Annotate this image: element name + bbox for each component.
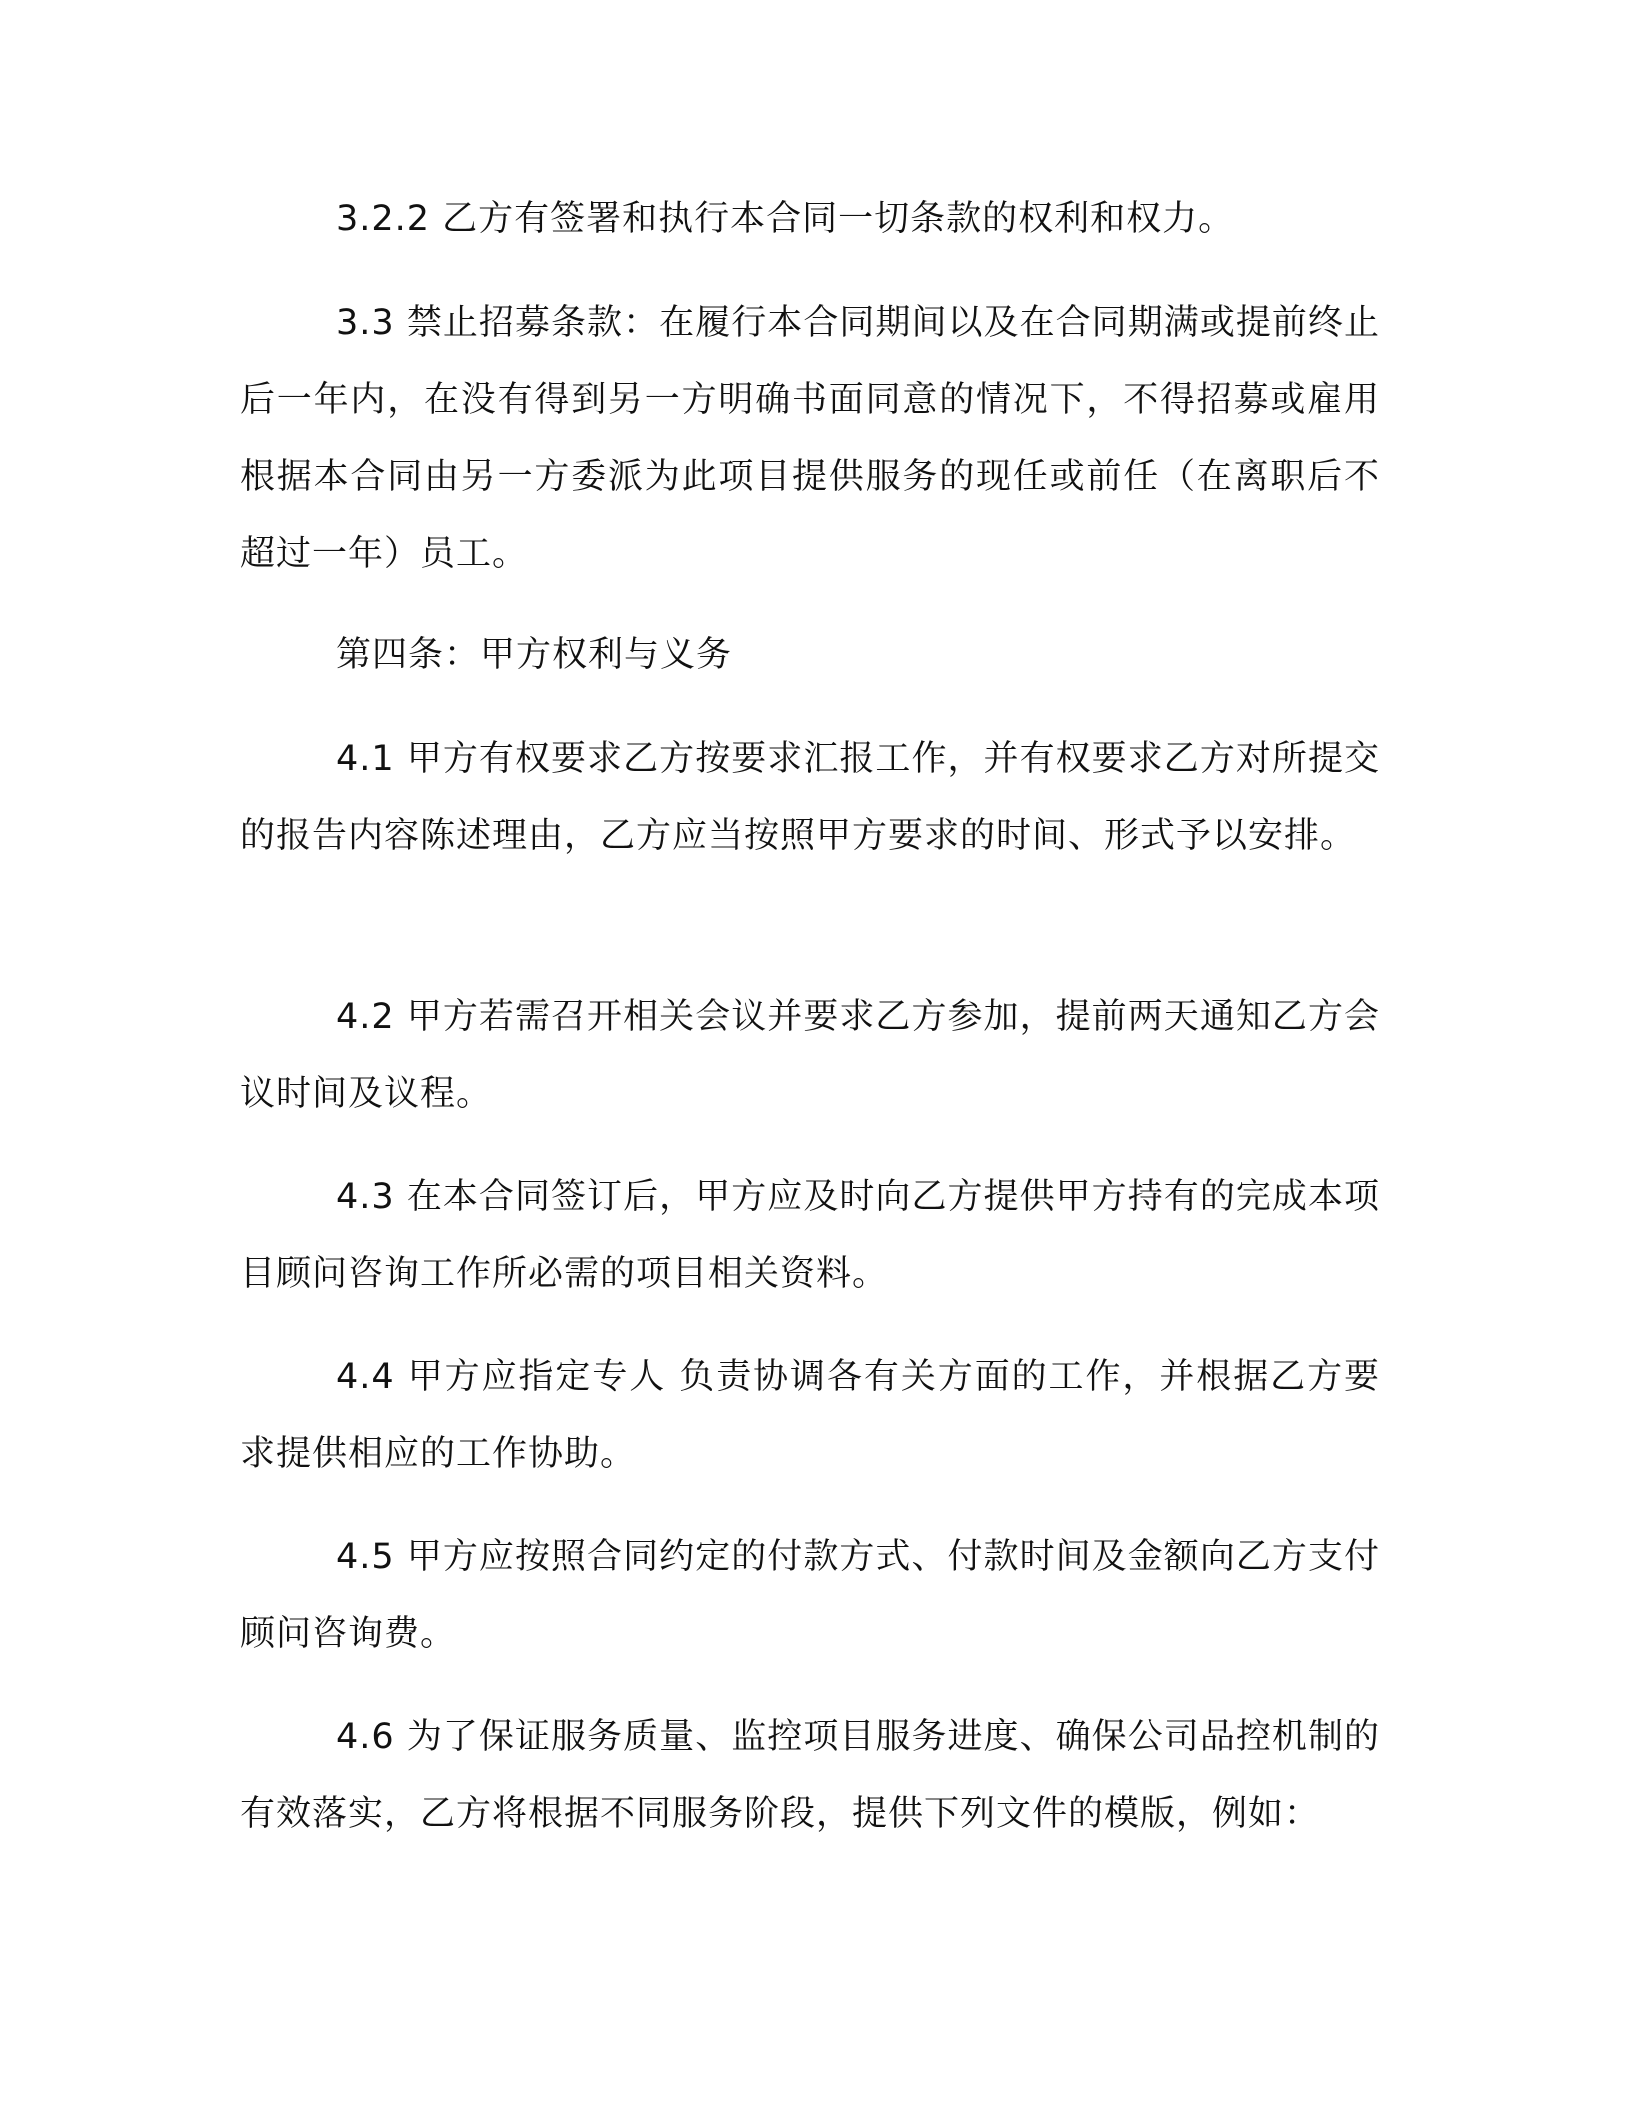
paragraph-4-4: 4.4 甲方应指定专人 负责协调各有关方面的工作，并根据乙方要求提供相应的工作协助。 — [240, 1357, 1380, 1474]
paragraph-4-5: 4.5 甲方应按照合同约定的付款方式、付款时间及金额向乙方支付顾问咨询费。 — [240, 1537, 1380, 1654]
paragraph-4-3: 4.3 在本合同签订后，甲方应及时向乙方提供甲方持有的完成本项目顾问咨询工作所必需的项目相关资料。 — [240, 1177, 1380, 1294]
paragraph-4-2: 4.2 甲方若需召开相关会议并要求乙方参加，提前两天通知乙方会议时间及议程。 — [240, 997, 1380, 1114]
section-heading-article-four: 第四条：甲方权利与义务 — [336, 635, 733, 675]
paragraph-3-2-2: 3.2.2 乙方有签署和执行本合同一切条款的权利和权力。 — [336, 199, 1235, 239]
paragraph-4-6: 4.6 为了保证服务质量、监控项目服务进度、确保公司品控机制的有效落实，乙方将根据不同服务阶段，提供下列文件的模版，例如： — [240, 1717, 1380, 1834]
paragraph-3-3-non-solicitation: 3.3 禁止招募条款：在履行本合同期间以及在合同期满或提前终止后一年内，在没有得到另一方明确书面同意的情况下，不得招募或雇用根据本合同由另一方委派为此项目提供服务的现任或前任（在离职后不超过一年）员工。 — [240, 303, 1380, 574]
paragraph-4-1: 4.1 甲方有权要求乙方按要求汇报工作，并有权要求乙方对所提交的报告内容陈述理由，乙方应当按照甲方要求的时间、形式予以安排。 — [240, 739, 1380, 856]
